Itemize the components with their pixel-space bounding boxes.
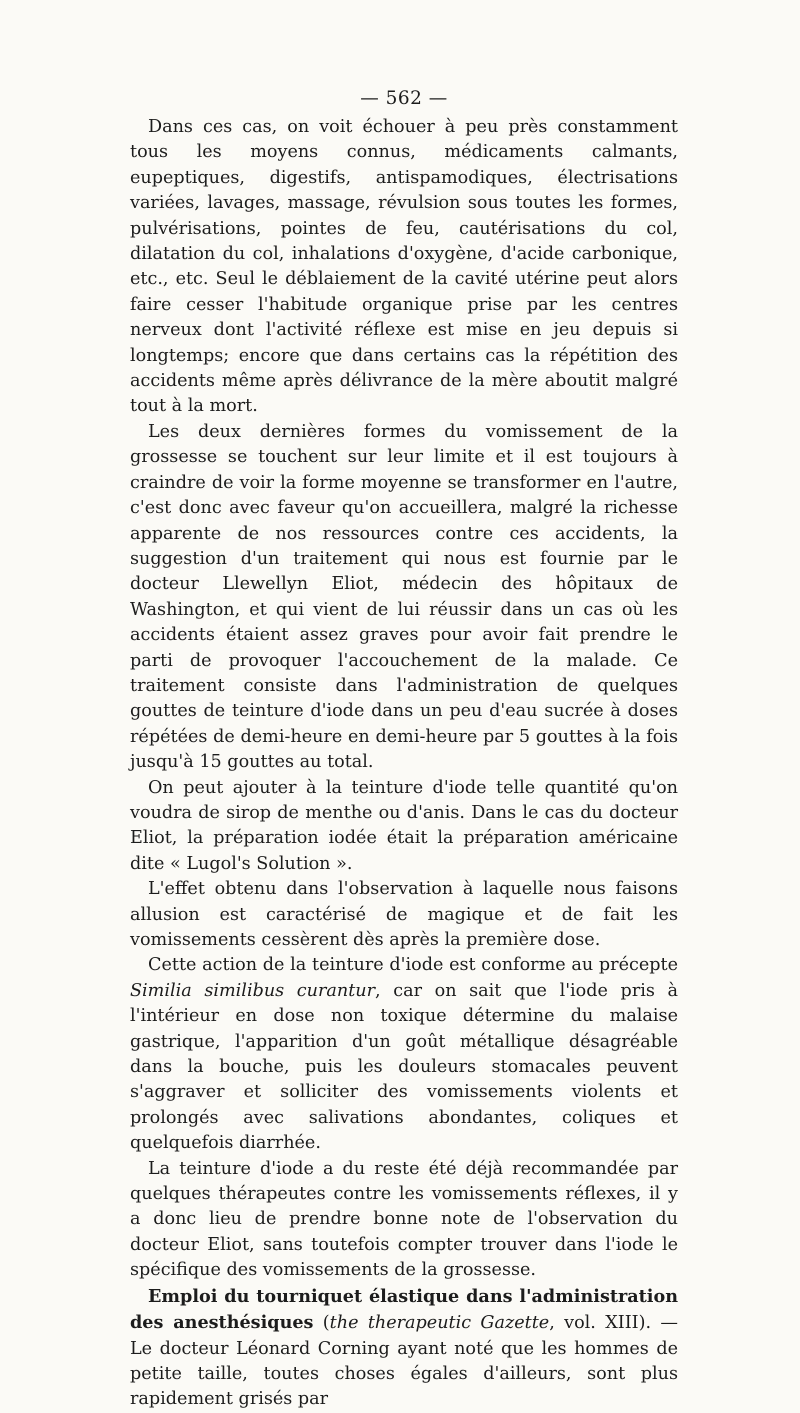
section-paragraph bbox=[130, 1284, 678, 1413]
section-title: Emploi du tourniquet élastique dans l'administration des anesthésiques bbox=[130, 1285, 678, 1334]
section-text: , vol. XIII). — Le docteur Léonard Corning ayant noté que les hommes de petite taille, toutes choses égales d'ailleurs, sont plus rapidement grisés par bbox=[130, 1313, 679, 1410]
p5-text-b: , car on sait que l'iode pris à l'intérieur en dose non toxique détermine du malaise gastrique, l'apparition d'un goût métallique désagréable dans la bouche, puis les douleurs stomacales peuvent s'aggraver et solliciter des vomissements violents et prolongés avec salivations abondantes, coliques et quelquefois diarrhée. bbox=[130, 980, 678, 1154]
paragraph-3: On peut ajouter à la teinture d'iode telle quantité qu'on voudra de sirop de menthe ou d'anis. Dans le cas du docteur Eliot, la préparation iodée était la préparation américaine dite « Lugol's Solution ». bbox=[130, 777, 678, 874]
paragraph-6: La teinture d'iode a du reste été déjà recommandée par quelques thérapeutes contre les vomissements réflexes, il y a donc lieu de prendre bonne note de l'observation du docteur Eliot, sans toutefois compter trouver dans l'iode le spécifique des vomissements de la grossesse. bbox=[130, 1158, 678, 1281]
page bbox=[130, 88, 678, 1413]
latin-maxim: Similia similibus curantur bbox=[130, 980, 376, 1001]
paragraph-1: Dans ces cas, on voit échouer à peu près constamment tous les moyens connus, médicaments calmants, eupeptiques, digestifs, antispamodiques, électrisations variées, lavages, massage, révulsion sous toutes les formes, pulvérisations, pointes de feu, cautérisations du col, dilatation du col, inhalations d'oxygène, d'acide carbonique, etc., etc. Seul le déblaiement de la cavité utérine peut alors faire cesser l'habitude organique prise par les centres nerveux dont l'activité réflexe est mise en jeu depuis si longtemps; encore que dans certains cas la répétition des accidents même après délivrance de la mère aboutit malgré tout à la mort. bbox=[130, 117, 678, 417]
source-title: the therapeutic Gazette bbox=[329, 1313, 550, 1334]
paragraph-5 bbox=[130, 953, 678, 1156]
paragraph-4: L'effet obtenu dans l'observation à laquelle nous faisons allusion est caractérisé de magique et de fait les vomissements cessèrent dès après la première dose. bbox=[130, 879, 678, 950]
page-number: — 562 — bbox=[360, 88, 448, 109]
paragraph-2: Les deux dernières formes du vomissement de la grossesse se touchent sur leur limite et il est toujours à craindre de voir la forme moyenne se transformer en l'autre, c'est donc avec faveur qu'on accueillera, malgré la richesse apparente de nos ressources contre ces accidents, la suggestion d'un traitement qui nous est fournie par le docteur Llewellyn Eliot, médecin des hôpitaux de Washington, et qui vient de lui réussir dans un cas où les accidents étaient assez graves pour avoir fait prendre le parti de provoquer l'accouchement de la malade. Ce traitement consiste dans l'administration de quelques gouttes de teinture d'iode dans un peu d'eau sucrée à doses répétées de demi-heure en demi-heure par 5 gouttes à la fois jusqu'à 15 gouttes au total. bbox=[130, 421, 678, 773]
source-open: ( bbox=[313, 1313, 330, 1334]
p5-text-a: Cette action de la teinture d'iode est conforme au précepte bbox=[148, 955, 678, 976]
